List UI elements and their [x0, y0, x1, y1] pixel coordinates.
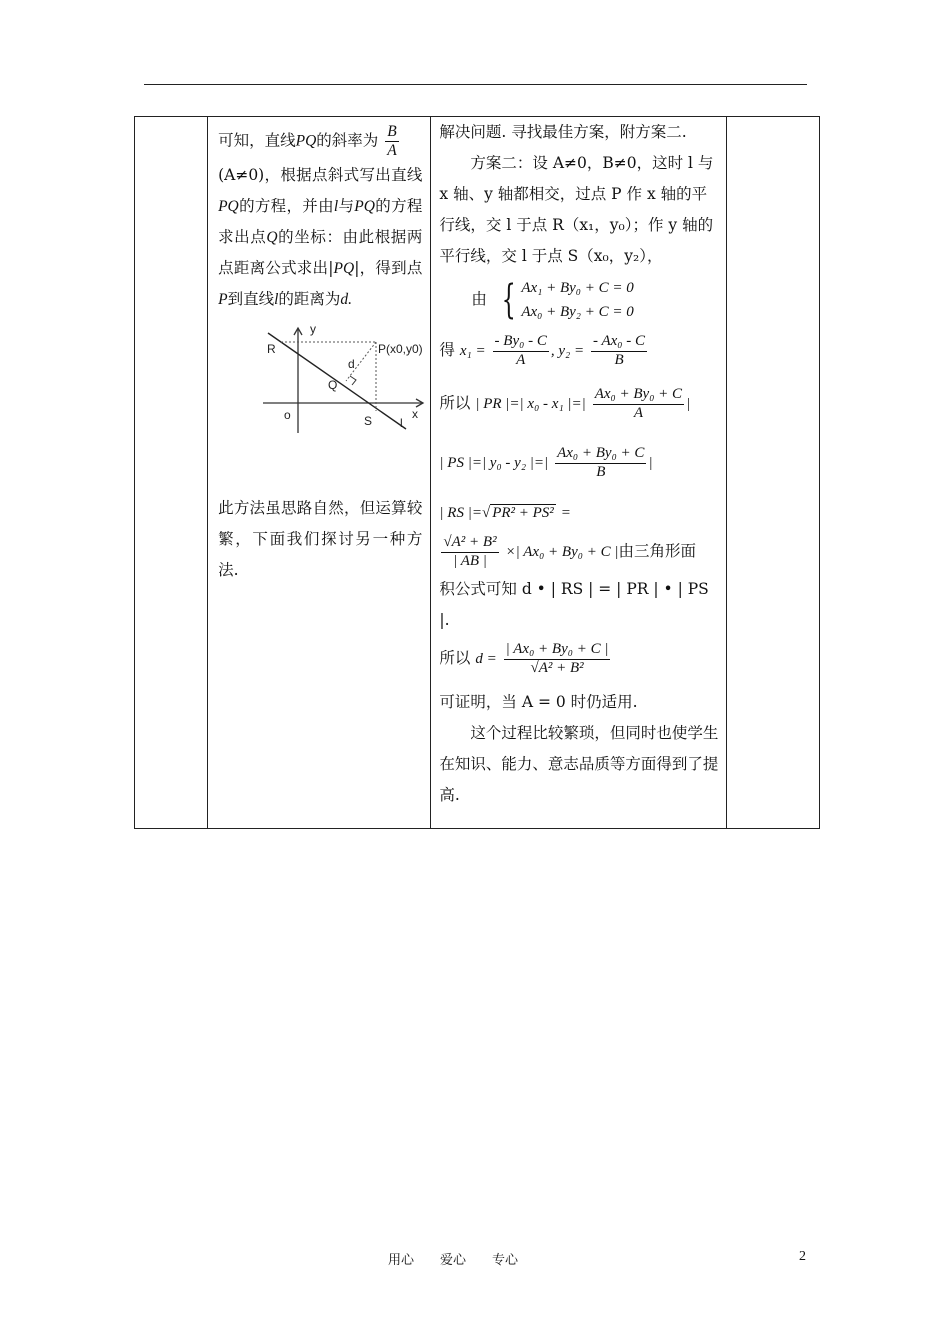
sqrt-icon: √: [443, 534, 452, 551]
lesson-table: [134, 116, 820, 829]
math-symbol: PQ: [295, 132, 317, 150]
math-symbol: PQ: [218, 197, 239, 215]
label-y: y: [310, 322, 317, 336]
sqrt-icon: √: [481, 504, 491, 521]
footer-motto: 用心 爱心 专心: [388, 1253, 519, 1268]
equation-rs-result: $\frac{\text{√A² + B²}}{| AB |}$ ×| Ax₀ + By₀ + C |由三角形面: [443, 534, 696, 569]
math-symbol: PQ: [333, 259, 355, 277]
paragraph-final: 这个过程比较繁琐，但同时也使学生在知识、能力、意志品质等方面得到了提高.: [439, 724, 719, 804]
text-run: 的斜率为: [316, 131, 379, 150]
brace-icon: {: [501, 277, 516, 323]
equation-ps: | PS |=| y₀ - y₂ |=| $\frac{\text{Ax₀ + By₀ + C}}{B}$ |: [439, 445, 653, 480]
text-run: 的方程求出点: [218, 196, 423, 246]
paragraph-area: 积公式可知 d • | RS | = | PR | • | PS |.: [439, 580, 709, 629]
math-symbol: Q: [266, 228, 278, 246]
header-rule: [144, 84, 807, 85]
paragraph-intro: 解决问题. 寻找最佳方案，附方案二.: [439, 123, 687, 141]
text-run: 与: [338, 196, 355, 215]
text-run: 可知，直线: [218, 131, 296, 150]
label-r: R: [267, 341, 276, 356]
equation-pr: 所以 | PR |=| x₀ - x₁ |=| $\frac{\text{Ax₀ + By₀ + C}}{A}$ |: [439, 386, 691, 421]
right-angle-mark: [350, 376, 356, 385]
geometry-figure: [258, 323, 428, 443]
label-s: S: [364, 413, 373, 428]
label-d: d: [348, 356, 355, 371]
text-run: 到直线: [227, 289, 275, 308]
equation-system: 由 { Ax₁ + By₀ + C = 0 Ax₀ + By₂ + C = 0: [471, 277, 634, 323]
paragraph-plan-two: 方案二：设 A≠0，B≠0，这时 l 与 x 轴、y 轴都相交，过点 P 作 x 轴的平行线，交 l 于点 R（x₁，y₀）；作 y 轴的平行线，交 l 于点 S（x₀，y₂），: [439, 154, 714, 265]
table-cell-empty-left: [135, 117, 208, 829]
text-run: 的方程，并由: [238, 196, 334, 215]
equation-distance: 所以 d = $\frac{\text{| Ax₀ + By₀ + C |}}{\text{√A² + B²}}$: [439, 641, 609, 676]
paragraph-proof: 可证明，当 A = 0 时仍适用.: [439, 693, 638, 711]
equation-rs: | RS |=√ PR² + PS² =: [439, 504, 571, 521]
label-l: l: [400, 415, 403, 430]
slope-fraction: $\frac{B}{A}$: [387, 123, 397, 159]
table-cell-method-two: [431, 117, 726, 829]
text-run: (A≠0)，根据点斜式写出直线: [218, 165, 423, 184]
label-x: x: [412, 406, 419, 421]
page-number: 2: [799, 1249, 806, 1264]
math-symbol: l: [274, 290, 279, 308]
text-run: |，得到点: [354, 258, 423, 277]
label-o: o: [284, 407, 291, 422]
label-p: P(x0,y0): [378, 341, 423, 356]
math-symbol: PQ: [354, 197, 375, 215]
table-cell-empty-right: [726, 117, 819, 829]
math-symbol: P: [218, 290, 228, 308]
text-run: 的坐标：由此根据两点距离公式求出|: [218, 227, 423, 277]
sqrt-icon: √: [530, 659, 539, 676]
math-symbol: l: [333, 197, 339, 215]
label-q: Q: [328, 377, 338, 392]
paragraph-conclusion: 此方法虽思路自然，但运算较繁，下面我们探讨另一种方法.: [218, 498, 423, 579]
solution-x1-y2: 得 x₁ = $\frac{\text{- By₀ - C}}{A}$ , y₂ = $\frac{\text{- Ax₀ - C}}{B}$: [439, 333, 646, 368]
text-run: 的距离为: [278, 289, 341, 308]
table-cell-method-one: [208, 117, 431, 829]
math-symbol: d.: [340, 290, 353, 308]
